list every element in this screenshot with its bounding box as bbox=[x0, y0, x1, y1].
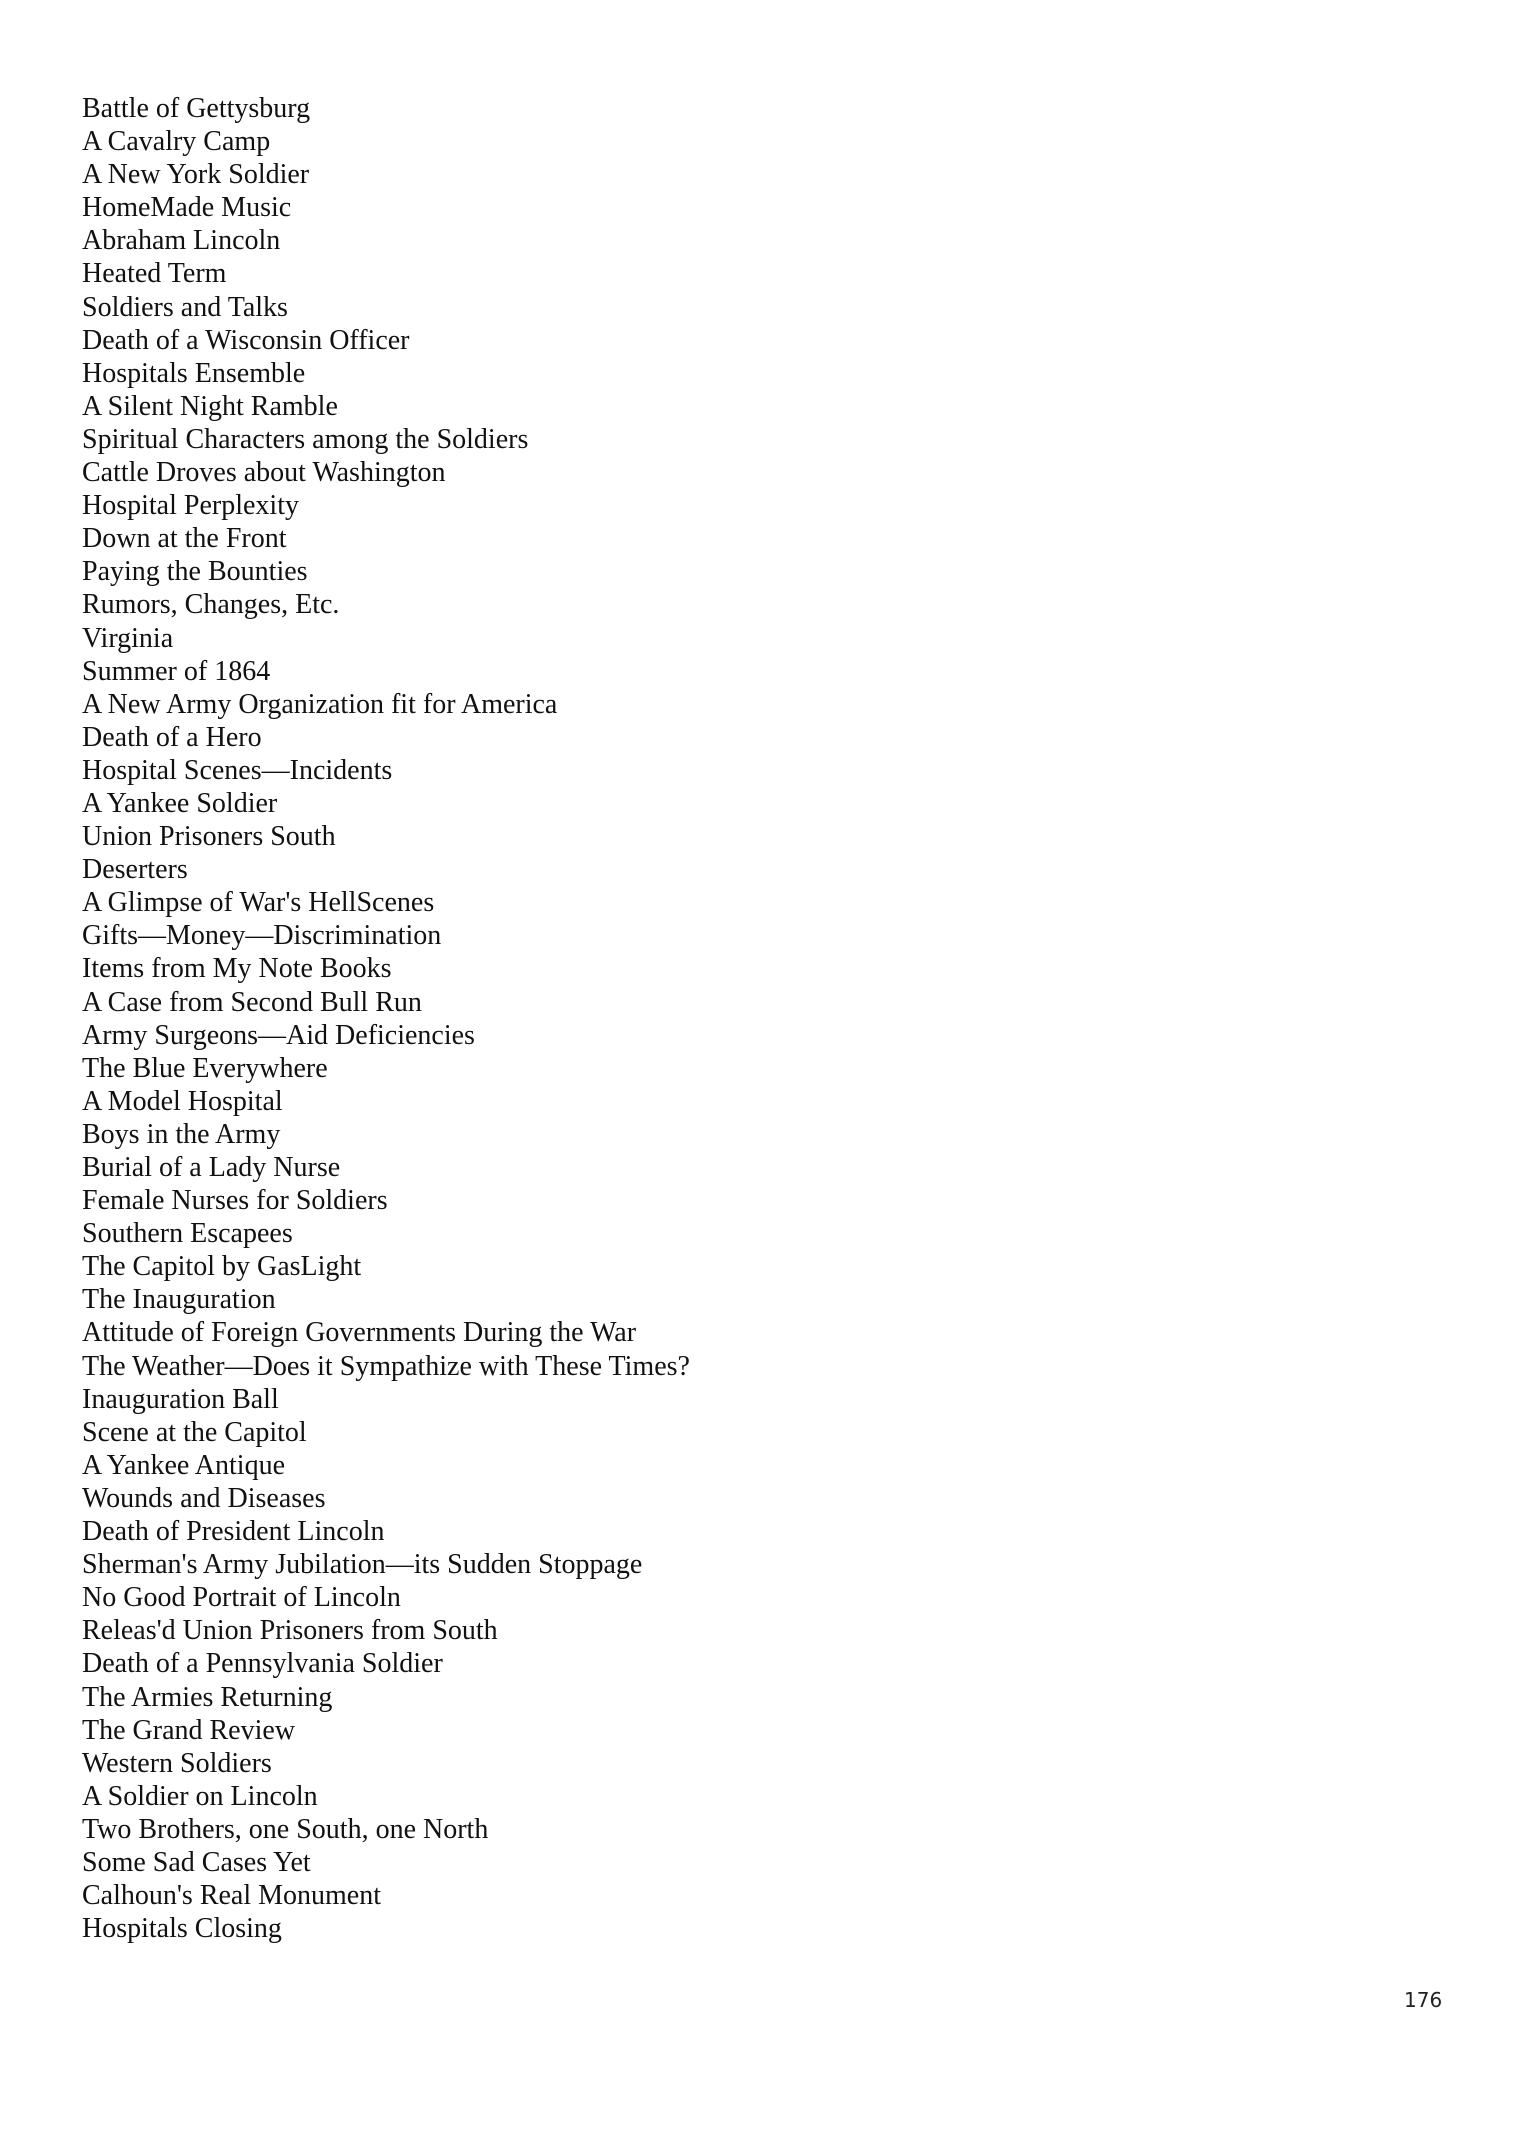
chapter-title-entry: Army Surgeons—Aid Deficiencies bbox=[82, 1019, 475, 1051]
chapter-title-entry: Soldiers and Talks bbox=[82, 291, 288, 323]
page-number: 176 bbox=[1404, 1988, 1443, 2012]
chapter-title-entry: A Yankee Antique bbox=[82, 1449, 285, 1481]
chapter-title-entry: Releas'd Union Prisoners from South bbox=[82, 1615, 498, 1647]
chapter-title-entry: Heated Term bbox=[82, 258, 227, 290]
chapter-title-entry: Death of a Wisconsin Officer bbox=[82, 324, 410, 356]
chapter-title-entry: The Armies Returning bbox=[82, 1681, 333, 1713]
chapter-title-entry: A Case from Second Bull Run bbox=[82, 986, 422, 1018]
chapter-title-entry: The Weather—Does it Sympathize with These Times? bbox=[82, 1350, 690, 1382]
chapter-title-entry: Down at the Front bbox=[82, 523, 287, 555]
chapter-title-entry: Some Sad Cases Yet bbox=[82, 1846, 311, 1878]
chapter-title-entry: Boys in the Army bbox=[82, 1118, 281, 1150]
chapter-title-entry: Death of a Hero bbox=[82, 721, 262, 753]
chapter-title-entry: Western Soldiers bbox=[82, 1747, 272, 1779]
chapter-title-entry: Paying the Bounties bbox=[82, 556, 308, 588]
chapter-title-entry: Attitude of Foreign Governments During the War bbox=[82, 1317, 637, 1349]
chapter-title-entry: Two Brothers, one South, one North bbox=[82, 1813, 489, 1845]
chapter-title-entry: Scene at the Capitol bbox=[82, 1416, 307, 1448]
chapter-title-entry: A New Army Organization fit for America bbox=[82, 688, 558, 720]
chapter-title-entry: Deserters bbox=[82, 854, 188, 886]
chapter-title-entry: Battle of Gettysburg bbox=[82, 93, 311, 124]
chapter-title-entry: Death of President Lincoln bbox=[82, 1516, 385, 1548]
chapter-title-entry: No Good Portrait of Lincoln bbox=[82, 1582, 401, 1614]
chapter-title-entry: Summer of 1864 bbox=[82, 655, 271, 687]
chapter-title-entry: Burial of a Lady Nurse bbox=[82, 1152, 341, 1183]
chapter-title-entry: A Glimpse of War's HellScenes bbox=[82, 887, 435, 919]
chapter-title-entry: A Model Hospital bbox=[82, 1085, 283, 1117]
chapter-title-entry: Items from My Note Books bbox=[82, 953, 392, 985]
chapter-title-entry: Sherman's Army Jubilation—its Sudden Stoppage bbox=[82, 1549, 643, 1581]
chapter-title-entry: Spiritual Characters among the Soldiers bbox=[82, 423, 529, 455]
chapter-title-entry: Wounds and Diseases bbox=[82, 1482, 326, 1514]
chapter-title-entry: The Capitol by GasLight bbox=[82, 1251, 362, 1283]
chapter-title-entry: Hospitals Closing bbox=[82, 1913, 282, 1945]
chapter-title-list bbox=[82, 92, 1182, 1945]
chapter-title-entry: A Cavalry Camp bbox=[82, 126, 271, 158]
chapter-title-entry: Hospitals Ensemble bbox=[82, 357, 306, 389]
chapter-title-entry: A Silent Night Ramble bbox=[82, 390, 338, 422]
chapter-title-entry: Gifts—Money—Discrimination bbox=[82, 920, 442, 952]
chapter-title-entry: The Grand Review bbox=[82, 1714, 296, 1746]
chapter-title-entry: Union Prisoners South bbox=[82, 821, 336, 853]
chapter-title-entry: Abraham Lincoln bbox=[82, 225, 281, 257]
chapter-title-entry: The Inauguration bbox=[82, 1284, 276, 1316]
chapter-title-entry: Virginia bbox=[82, 622, 174, 654]
chapter-title-entry: A Yankee Soldier bbox=[82, 787, 278, 819]
chapter-title-entry: HomeMade Music bbox=[82, 192, 292, 224]
chapter-title-entry: Southern Escapees bbox=[82, 1218, 293, 1250]
chapter-title-entry: Cattle Droves about Washington bbox=[82, 457, 446, 489]
chapter-title-entry: Death of a Pennsylvania Soldier bbox=[82, 1648, 443, 1680]
chapter-title-entry: Rumors, Changes, Etc. bbox=[82, 589, 340, 621]
chapter-title-entry: The Blue Everywhere bbox=[82, 1052, 328, 1084]
chapter-title-entry: Female Nurses for Soldiers bbox=[82, 1185, 388, 1217]
chapter-title-entry: A Soldier on Lincoln bbox=[82, 1780, 318, 1812]
chapter-title-entry: Inauguration Ball bbox=[82, 1383, 279, 1415]
chapter-title-entry: A New York Soldier bbox=[82, 159, 310, 191]
chapter-title-entry: Hospital Perplexity bbox=[82, 490, 299, 522]
chapter-title-entry: Calhoun's Real Monument bbox=[82, 1880, 382, 1912]
chapter-title-entry: Hospital Scenes—Incidents bbox=[82, 754, 393, 786]
